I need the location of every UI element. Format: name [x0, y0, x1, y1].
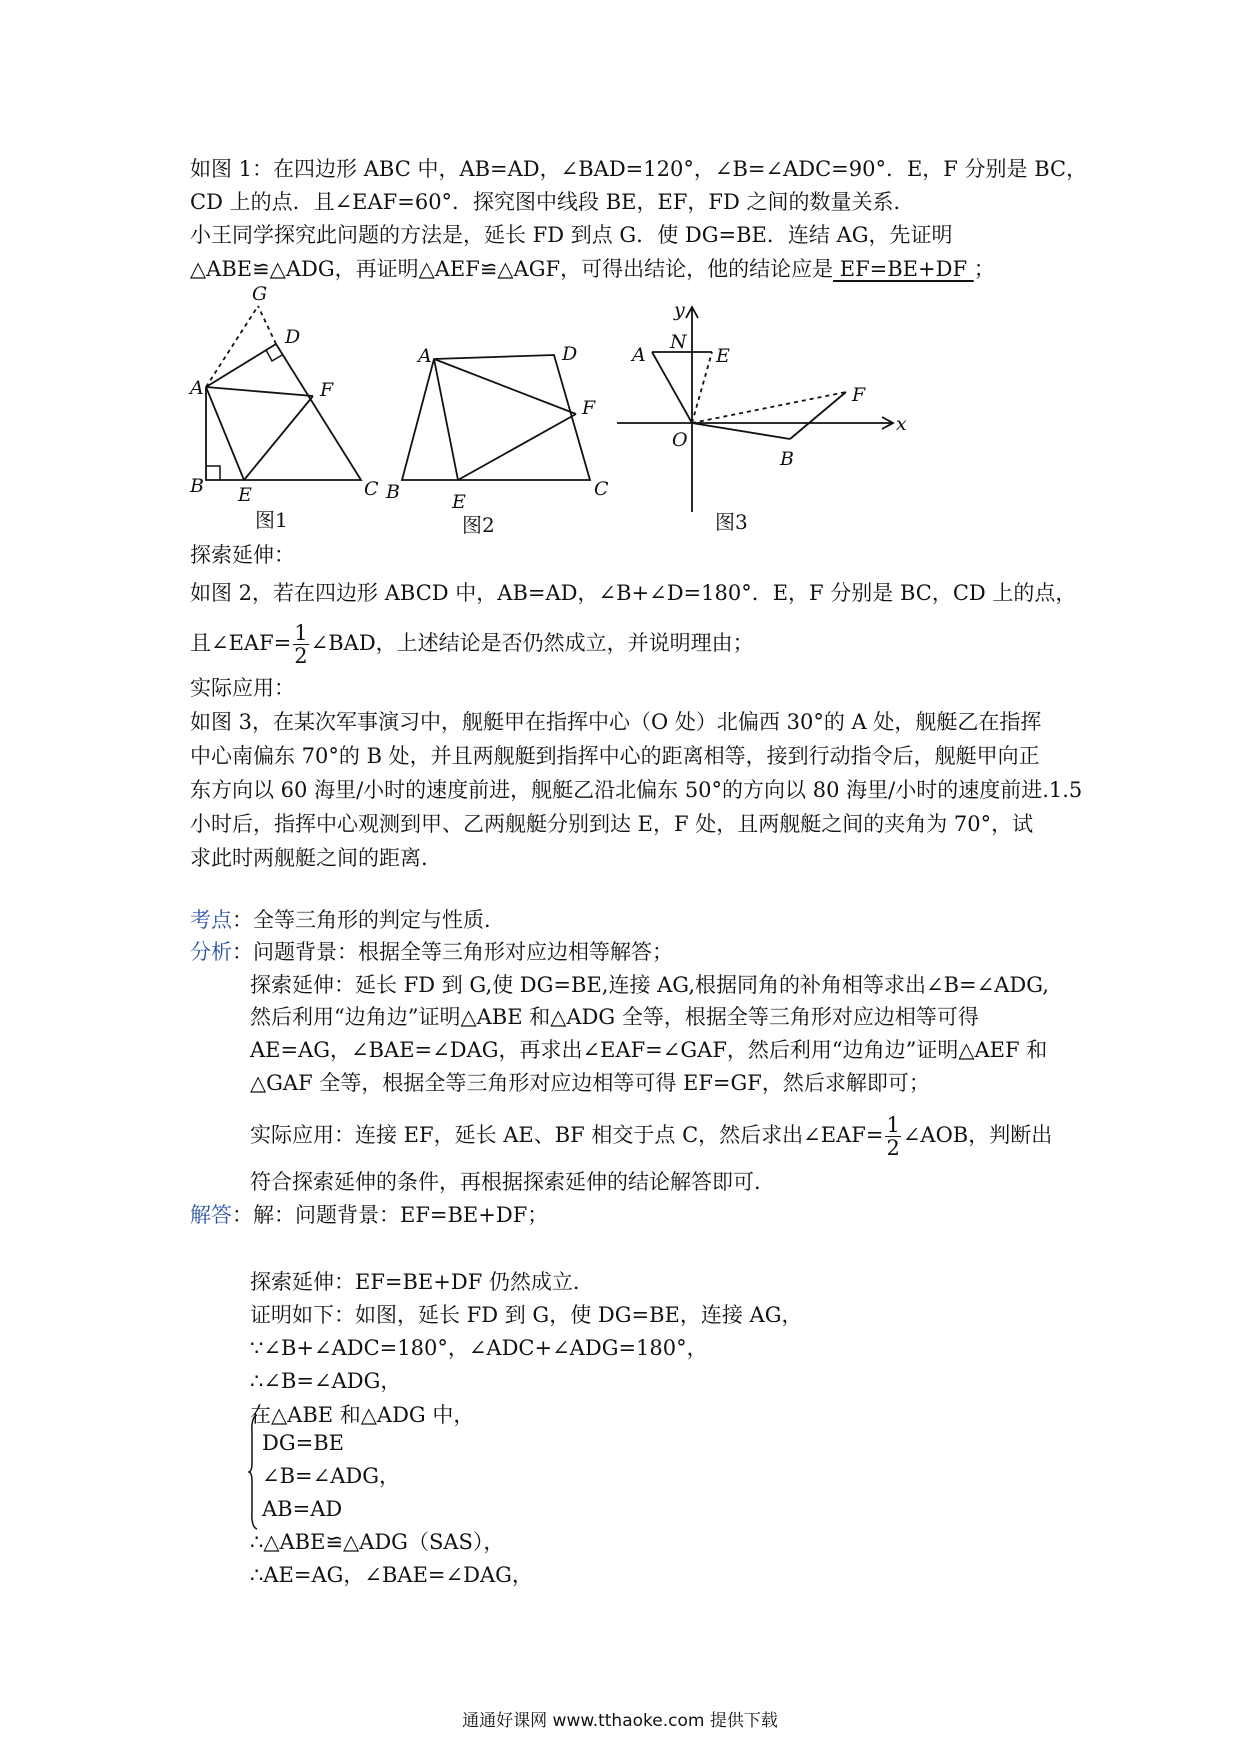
- kaodian-text: ：全等三角形的判定与性质．: [232, 908, 505, 932]
- fig3-segment-of: [692, 392, 846, 423]
- fenxi-fraction-denominator: 2: [886, 1136, 900, 1160]
- fig2-segment-ae: [434, 359, 458, 480]
- jieda-line-5: ∴∠B=∠ADG，: [250, 1369, 402, 1393]
- fig1-label-a: A: [190, 377, 204, 399]
- fig1-right-angle-d: [266, 350, 282, 361]
- fig3-label-n: N: [670, 331, 687, 353]
- jieda-text-1: ：解：问题背景：EF=BE+DF；: [232, 1203, 549, 1227]
- fig1-quadrilateral: [206, 344, 361, 480]
- fig2-label-b: B: [386, 481, 400, 503]
- figure-1-diagram: [206, 306, 361, 480]
- fig1-segment-ef: [244, 396, 313, 480]
- fenxi-line-1: [190, 937, 673, 967]
- fig3-label-o: O: [672, 429, 688, 451]
- fenxi-text-1: ：问题背景：根据全等三角形对应边相等解答；: [232, 940, 673, 964]
- fig2-segment-ef: [458, 414, 576, 480]
- fig3-label-a: A: [632, 344, 646, 366]
- system-line-2: ∠B=∠ADG，: [262, 1464, 400, 1488]
- jieda-line-6: 在△ABE 和△ADG 中，: [250, 1403, 475, 1427]
- explore-line-2: [190, 622, 754, 667]
- explore-fraction-numerator: 1: [294, 621, 308, 645]
- fenxi-label: 分析: [190, 940, 232, 964]
- problem-answer: EF=BE+DF: [833, 257, 974, 281]
- fig1-right-angle-b: [206, 466, 220, 480]
- fig3-label-f: F: [852, 384, 866, 406]
- fenxi-fraction-numerator: 1: [886, 1113, 900, 1137]
- fig2-caption: 图2: [462, 513, 495, 537]
- application-line-2: 中心南偏东 70°的 B 处，并且两舰艇到指挥中心的距离相等，接到行动指令后，舰艇甲向正: [190, 744, 1040, 768]
- jieda-line-1: [190, 1200, 548, 1230]
- fig1-label-b: B: [190, 475, 204, 497]
- jieda-line-2: 探索延伸：EF=BE+DF 仍然成立．: [250, 1270, 594, 1294]
- problem-line-4-text: △ABE≌△ADG，再证明△AEF≌△AGF，可得出结论，他的结论应是: [190, 257, 834, 281]
- fig3-segment-ob: [692, 423, 790, 439]
- fig2-quadrilateral: [402, 355, 590, 480]
- jieda-line-3: 证明如下：如图，延长 FD 到 G，使 DG=BE，连接 AG，: [250, 1303, 803, 1327]
- figure-3-diagram: [617, 307, 893, 512]
- fig3-segment-ao: [652, 352, 692, 423]
- fenxi-line-6-end: ∠AOB，判断出: [902, 1123, 1053, 1147]
- fig1-label-f: F: [320, 379, 334, 401]
- fig1-label-e: E: [238, 484, 252, 506]
- fig1-label-c: C: [364, 478, 379, 500]
- jieda-line-4: ∵∠B+∠ADC=180°，∠ADC+∠ADG=180°，: [250, 1336, 708, 1360]
- fig1-segment-ag: [206, 306, 258, 387]
- fig3-label-b: B: [780, 448, 794, 470]
- kaodian-line: [190, 905, 505, 935]
- fig2-label-c: C: [594, 478, 609, 500]
- footer-text: 通通好课网 www.tthaoke.com 提供下载: [462, 1711, 778, 1731]
- fig1-label-g: G: [252, 283, 268, 305]
- fenxi-line-2: 探索延伸：延长 FD 到 G,使 DG=BE,连接 AG,根据同角的补角相等求出∠B=∠ADG,: [250, 973, 1049, 997]
- system-line-3: AB=AD: [262, 1497, 343, 1521]
- application-line-3: 东方向以 60 海里/小时的速度前进，舰艇乙沿北偏东 50°的方向以 80 海里/小时的速度前进.1.5: [190, 778, 1083, 802]
- explore-line-2-text: 且∠EAF=: [190, 631, 292, 655]
- fig2-label-e: E: [452, 491, 466, 513]
- fig2-label-a: A: [418, 345, 432, 367]
- fig1-caption: 图1: [255, 508, 288, 532]
- fenxi-line-5: △GAF 全等，根据全等三角形对应边相等可得 EF=GF，然后求解即可；: [250, 1071, 930, 1095]
- fenxi-line-7: 符合探索延伸的条件，再根据探索延伸的结论解答即可.: [250, 1170, 761, 1194]
- problem-line-4-end: ；: [973, 257, 995, 281]
- explore-fraction: [293, 622, 308, 667]
- fenxi-line-6: [250, 1114, 1052, 1159]
- application-heading: 实际应用：: [190, 676, 295, 700]
- application-line-4: 小时后，指挥中心观测到甲、乙两舰艇分别到达 E，F 处，且两舰艇之间的夹角为 70°，试: [190, 812, 1034, 836]
- fig3-label-y: y: [674, 299, 685, 321]
- fig3-label-x: x: [896, 413, 907, 435]
- explore-fraction-denominator: 2: [294, 644, 308, 668]
- system-brace: [248, 1413, 258, 1531]
- fig2-label-f: F: [582, 397, 596, 419]
- jieda-line-7: ∴△ABE≌△ADG（SAS），: [250, 1530, 505, 1554]
- fig3-segment-bf: [790, 392, 846, 439]
- fenxi-line-3: 然后利用“边角边”证明△ABE 和△ADG 全等，根据全等三角形对应边相等可得: [250, 1005, 979, 1029]
- fig3-caption: 图3: [715, 510, 748, 534]
- fenxi-line-4: AE=AG，∠BAE=∠DAG，再求出∠EAF=∠GAF，然后利用“边角边”证明△AEF 和: [250, 1038, 1048, 1062]
- fig1-segment-af: [206, 387, 313, 396]
- problem-line-1: 如图 1：在四边形 ABC 中，AB=AD，∠BAD=120°，∠B=∠ADC=90°．E，F 分别是 BC，: [190, 157, 1088, 181]
- problem-line-3: 小王同学探究此问题的方法是，延长 FD 到点 G．使 DG=BE．连结 AG，先证明: [190, 223, 953, 247]
- fig2-segment-af: [434, 359, 576, 414]
- system-line-1: DG=BE: [262, 1431, 344, 1455]
- kaodian-label: 考点: [190, 908, 232, 932]
- fig1-segment-dg: [258, 306, 276, 344]
- problem-line-2: CD 上的点．且∠EAF=60°．探究图中线段 BE，EF，FD 之间的数量关系．: [190, 190, 915, 214]
- jieda-label: 解答: [190, 1203, 232, 1227]
- fig3-segment-oe: [692, 352, 712, 423]
- explore-heading: 探索延伸：: [190, 543, 295, 567]
- fig3-label-e: E: [716, 345, 730, 367]
- figure-2-diagram: [402, 355, 590, 480]
- application-line-5: 求此时两舰艇之间的距离.: [190, 846, 428, 870]
- explore-line-2-end: ∠BAD，上述结论是否仍然成立，并说明理由；: [310, 631, 754, 655]
- application-line-1: 如图 3，在某次军事演习中，舰艇甲在指挥中心（O 处）北偏西 30°的 A 处，舰艇乙在指挥: [190, 710, 1042, 734]
- explore-line-1: 如图 2，若在四边形 ABCD 中，AB=AD，∠B+∠D=180°．E，F 分别是 BC，CD 上的点，: [190, 581, 1077, 605]
- fenxi-fraction: [885, 1114, 900, 1159]
- fig2-label-d: D: [562, 343, 578, 365]
- fenxi-line-6-text: 实际应用：连接 EF，延长 AE、BF 相交于点 C，然后求出∠EAF=: [250, 1123, 884, 1147]
- jieda-line-8: ∴AE=AG，∠BAE=∠DAG，: [250, 1563, 533, 1587]
- fig1-label-d: D: [285, 326, 301, 348]
